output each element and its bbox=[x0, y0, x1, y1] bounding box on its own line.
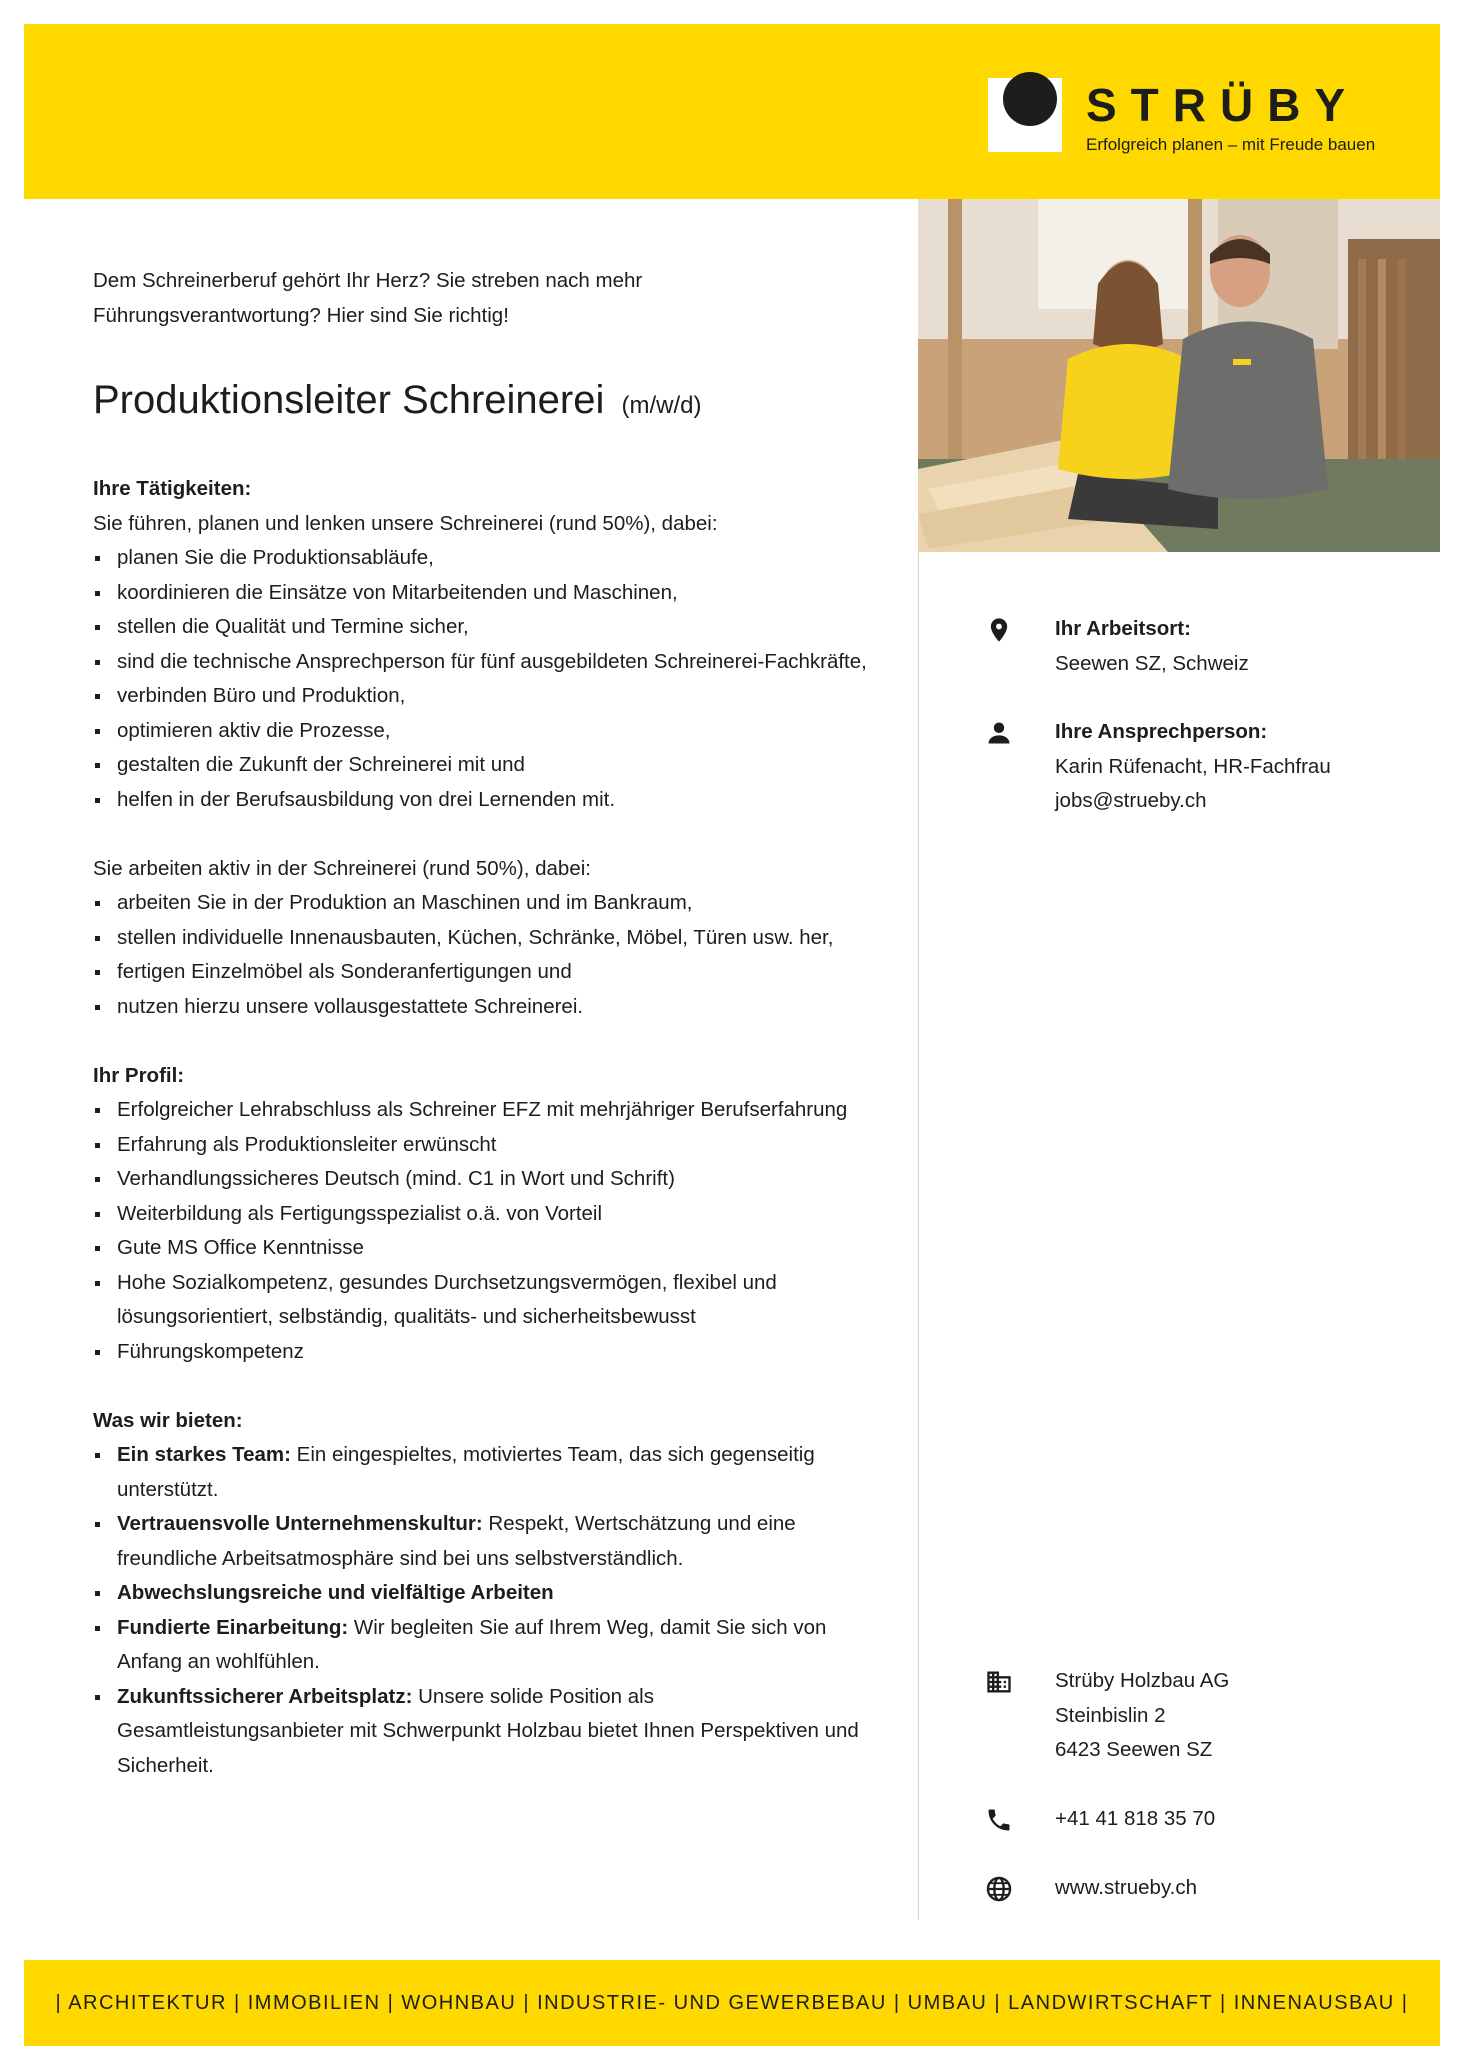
footer-band bbox=[24, 1960, 1440, 2046]
list-item: arbeiten Sie in der Produktion an Maschinen und im Bankraum, bbox=[93, 886, 873, 921]
section-profil bbox=[93, 1059, 873, 1370]
list-item: sind die technische Ansprechperson für fünf ausgebildeten Schreinerei-Fachkräfte, bbox=[93, 645, 873, 680]
footer-services: | ARCHITEKTUR | IMMOBILIEN | WOHNBAU | INDUSTRIE- UND GEWERBEBAU | UMBAU | LANDWIRTSCHAFT | INNENAUSBAU | bbox=[55, 1991, 1409, 2014]
list-item bbox=[93, 1438, 873, 1507]
work-location-label: Ihr Arbeitsort: bbox=[1055, 617, 1191, 640]
benefit-title: Ein starkes Team: bbox=[117, 1443, 291, 1466]
list-item: verbinden Büro und Produktion, bbox=[93, 679, 873, 714]
contact-email[interactable]: jobs@strueby.ch bbox=[1055, 789, 1207, 812]
list-item: Verhandlungssicheres Deutsch (mind. C1 in Wort und Schrift) bbox=[93, 1162, 873, 1197]
bieten-heading: Was wir bieten: bbox=[93, 1408, 243, 1432]
section-taetigkeiten bbox=[93, 472, 873, 817]
location-pin-icon bbox=[985, 616, 1013, 644]
job-title-suffix: (m/w/d) bbox=[621, 392, 702, 419]
benefit-text: Wir begleiten Sie auf Ihrem Weg, damit Sie sich von Anfang an wohlfühlen. bbox=[117, 1615, 827, 1673]
list-item: Erfahrung als Produktionsleiter erwünscht bbox=[93, 1128, 873, 1163]
logo-wordmark: STRÜBY bbox=[1086, 79, 1360, 131]
list-item bbox=[93, 1611, 873, 1680]
building-icon bbox=[985, 1668, 1013, 1696]
globe-icon bbox=[985, 1875, 1013, 1903]
list-item: stellen die Qualität und Termine sicher, bbox=[93, 610, 873, 645]
logo-tagline: Erfolgreich planen – mit Freude bauen bbox=[1086, 135, 1376, 154]
taetigkeiten-lead-1: Sie führen, planen und lenken unsere Schreinerei (rund 50%), dabei: bbox=[93, 511, 718, 535]
benefit-title: Abwechslungsreiche und vielfältige Arbeiten bbox=[117, 1581, 554, 1604]
taetigkeiten-list-2 bbox=[93, 886, 873, 1024]
list-item bbox=[93, 1507, 873, 1576]
phone-icon bbox=[985, 1806, 1013, 1834]
company-city: 6423 Seewen SZ bbox=[1055, 1738, 1213, 1761]
list-item: helfen in der Berufsausbildung von drei Lernenden mit. bbox=[93, 783, 873, 818]
workshop-photo bbox=[918, 199, 1440, 552]
job-description bbox=[93, 264, 873, 1818]
job-title-main: Produktionsleiter Schreinerei bbox=[93, 378, 605, 422]
list-item: fertigen Einzelmöbel als Sonderanfertigungen und bbox=[93, 955, 873, 990]
list-item bbox=[93, 1680, 873, 1784]
benefit-title: Zukunftssicherer Arbeitsplatz: bbox=[117, 1684, 413, 1708]
section-taetigkeiten-2 bbox=[93, 852, 873, 1025]
benefit-title: Fundierte Einarbeitung: bbox=[117, 1615, 349, 1639]
bieten-list bbox=[93, 1438, 873, 1783]
contact-name: Karin Rüfenacht, HR-Fachfrau bbox=[1055, 754, 1331, 778]
list-item: Hohe Sozialkompetenz, gesundes Durchsetzungsvermögen, flexibel und lösungsorientiert, selbständig, qualitäts- und sicherheitsbewusst bbox=[93, 1266, 873, 1335]
benefit-text: Respekt, Wertschätzung und eine freundliche Arbeitsatmosphäre sind bei uns selbstverständlich. bbox=[117, 1512, 796, 1570]
company-street: Steinbislin 2 bbox=[1055, 1703, 1166, 1727]
person-icon bbox=[985, 719, 1013, 747]
company-logo bbox=[988, 72, 1378, 162]
benefit-text: Ein eingespieltes, motiviertes Team, das sich gegenseitig unterstützt. bbox=[117, 1443, 815, 1501]
list-item: stellen individuelle Innenausbauten, Küchen, Schränke, Möbel, Türen usw. her, bbox=[93, 921, 873, 956]
taetigkeiten-lead-2: Sie arbeiten aktiv in der Schreinerei (rund 50%), dabei: bbox=[93, 856, 591, 880]
benefit-text: Unsere solide Position als Gesamtleistungsanbieter mit Schwerpunkt Holzbau bietet Ihnen Perspektiven und Sicherheit. bbox=[117, 1684, 859, 1777]
contact-label: Ihre Ansprechperson: bbox=[1055, 720, 1268, 743]
list-item: koordinieren die Einsätze von Mitarbeitenden und Maschinen, bbox=[93, 576, 873, 611]
profil-list bbox=[93, 1093, 873, 1369]
list-item: nutzen hierzu unsere vollausgestattete Schreinerei. bbox=[93, 990, 873, 1025]
company-name: Strüby Holzbau AG bbox=[1055, 1669, 1230, 1692]
section-bieten bbox=[93, 1404, 873, 1784]
benefit-title: Vertrauensvolle Unternehmenskultur: bbox=[117, 1512, 483, 1535]
list-item: Weiterbildung als Fertigungsspezialist o.ä. von Vorteil bbox=[93, 1197, 873, 1232]
list-item: optimieren aktiv die Prozesse, bbox=[93, 714, 873, 749]
profil-heading: Ihr Profil: bbox=[93, 1063, 185, 1087]
list-item: planen Sie die Produktionsabläufe, bbox=[93, 541, 873, 576]
list-item: Führungskompetenz bbox=[93, 1335, 873, 1370]
list-item: Gute MS Office Kenntnisse bbox=[93, 1231, 873, 1266]
intro-text: Dem Schreinerberuf gehört Ihr Herz? Sie streben nach mehr Führungsverantwortung? Hier sind Sie richtig! bbox=[93, 269, 643, 327]
work-location-value: Seewen SZ, Schweiz bbox=[1055, 651, 1249, 675]
taetigkeiten-heading: Ihre Tätigkeiten: bbox=[93, 477, 252, 500]
list-item: gestalten die Zukunft der Schreinerei mit und bbox=[93, 748, 873, 783]
phone-number[interactable]: +41 41 818 35 70 bbox=[1055, 1807, 1216, 1830]
list-item: Erfolgreicher Lehrabschluss als Schreiner EFZ mit mehrjähriger Berufserfahrung bbox=[93, 1093, 873, 1128]
struby-logo-mark bbox=[988, 72, 1062, 152]
website-link[interactable]: www.strueby.ch bbox=[1055, 1876, 1198, 1899]
job-title bbox=[93, 376, 873, 430]
column-divider bbox=[918, 552, 919, 1920]
taetigkeiten-list-1 bbox=[93, 541, 873, 817]
list-item bbox=[93, 1576, 873, 1611]
